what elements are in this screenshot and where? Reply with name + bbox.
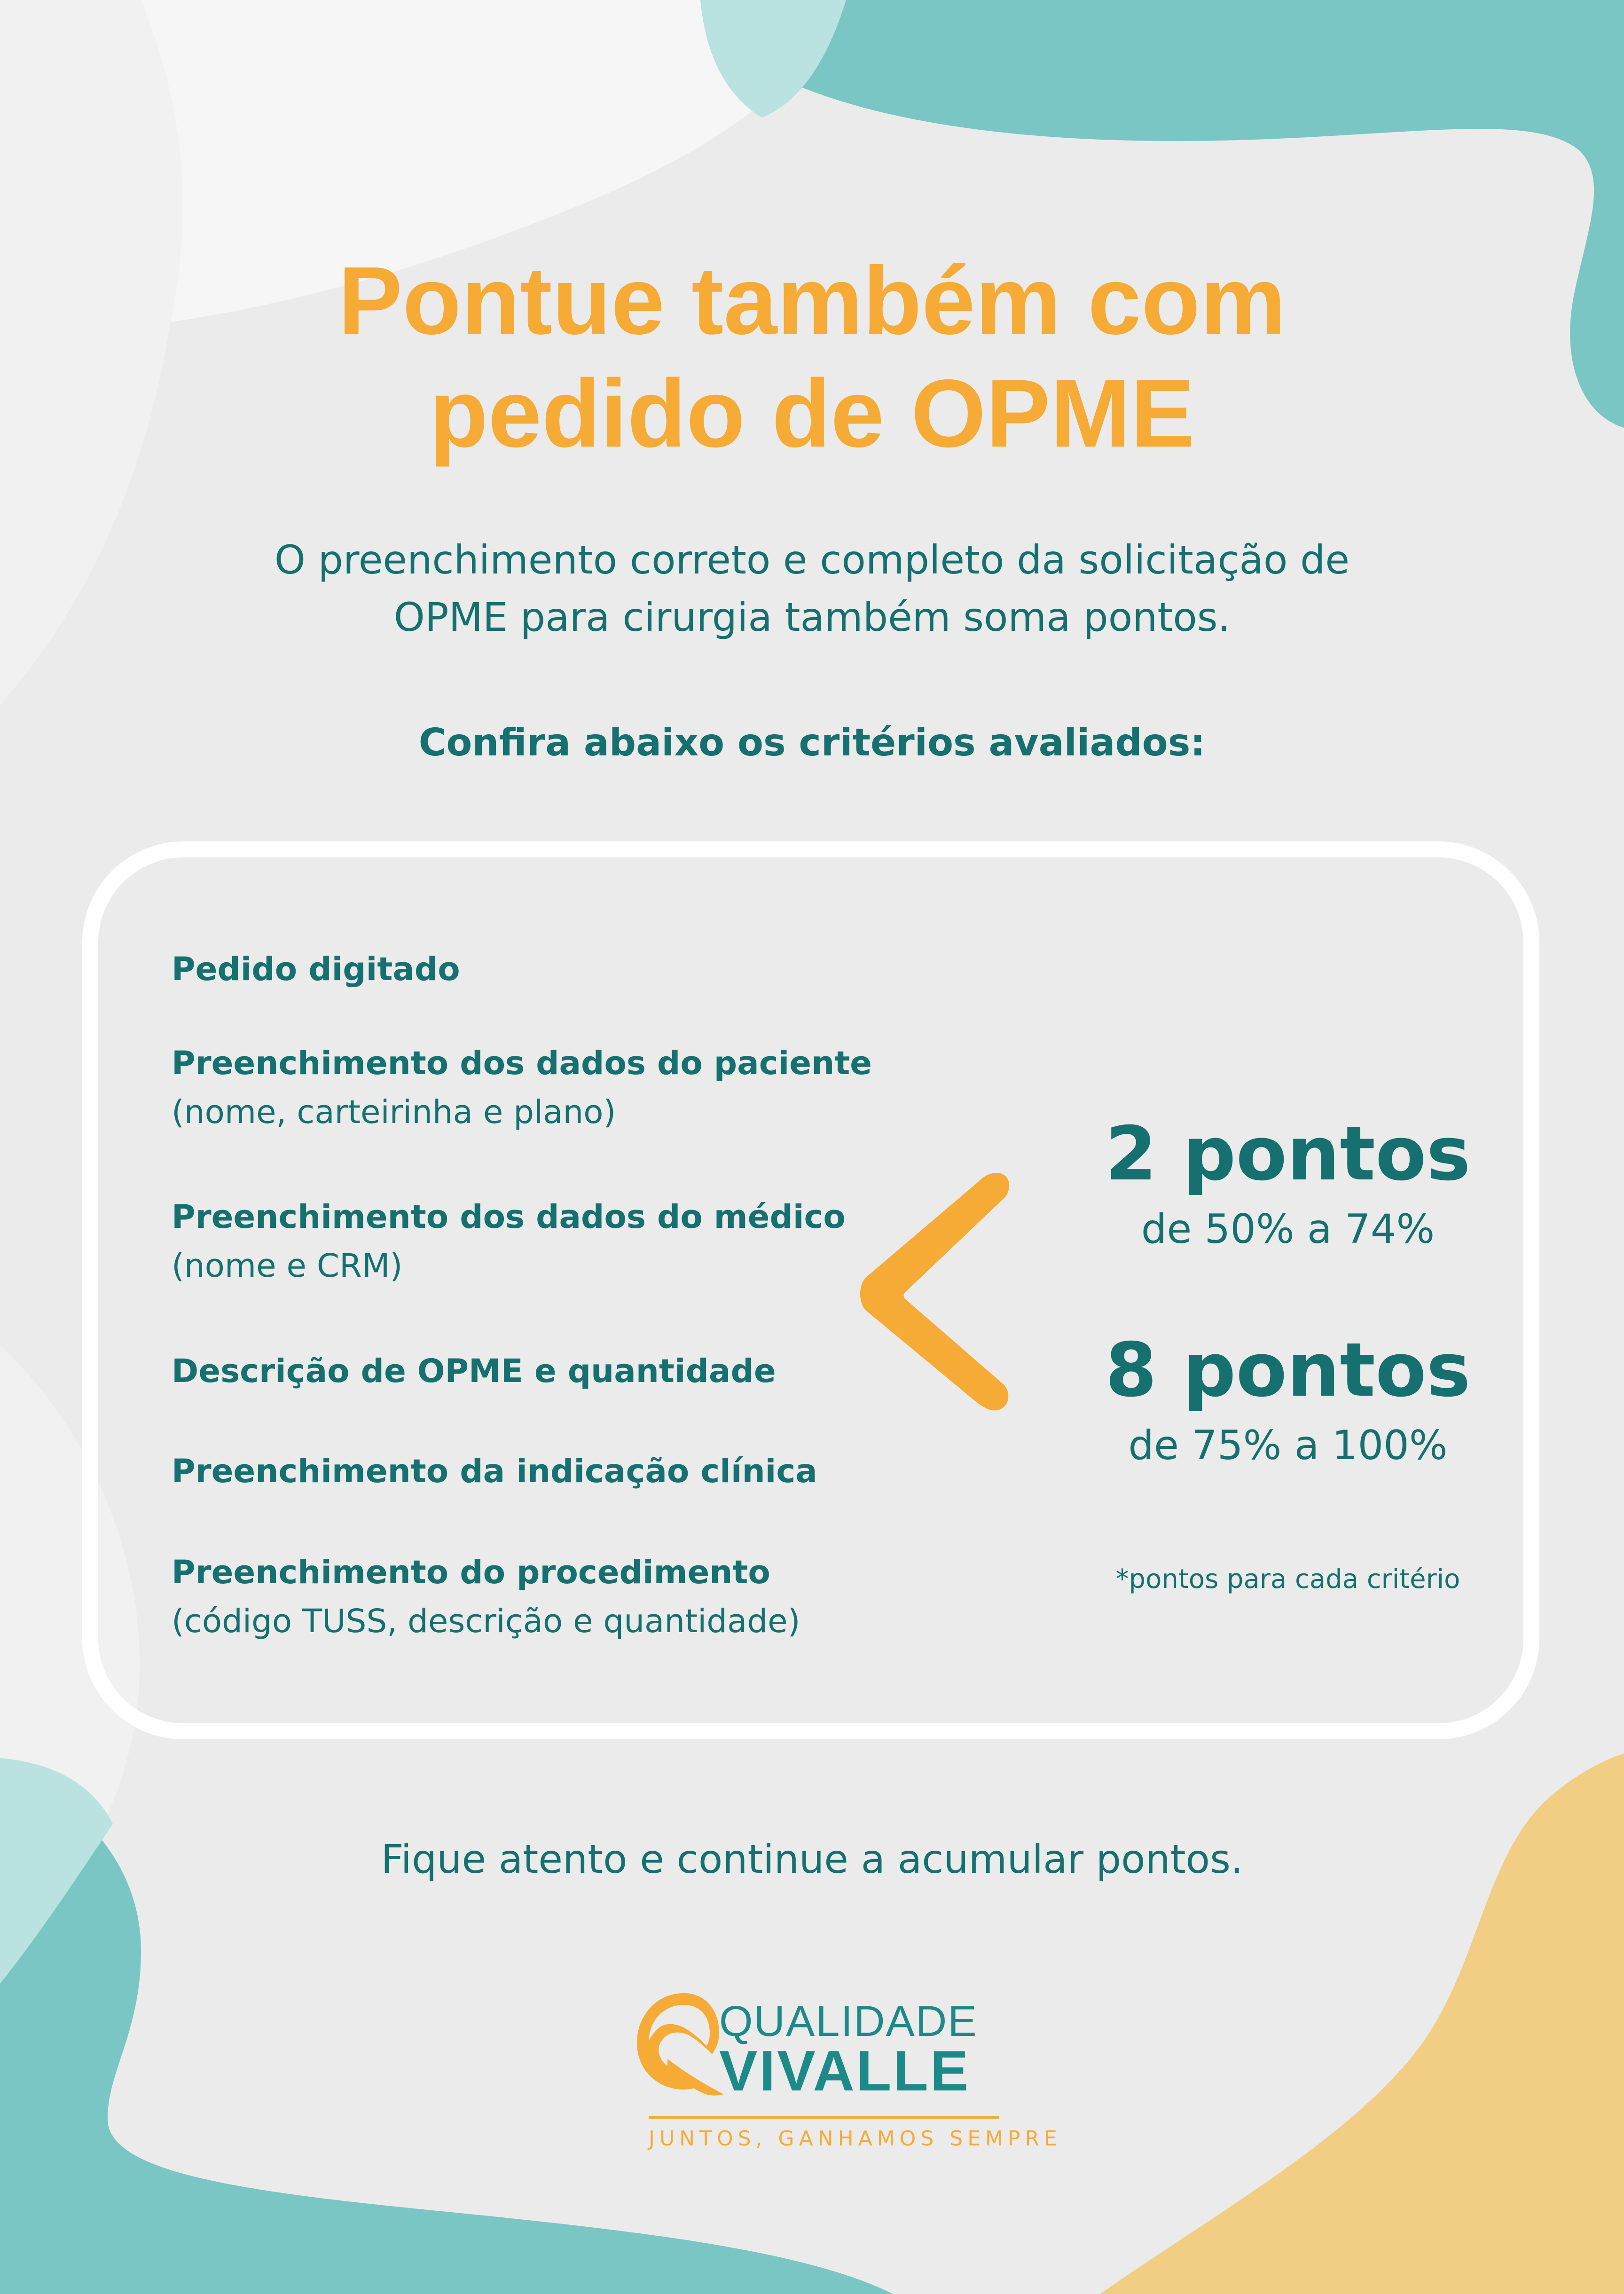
intro-line-1: O preenchimento correto e completo da solicitação de	[274, 537, 1350, 583]
criterion-name: Preenchimento da indicação clínica	[172, 1453, 817, 1490]
score-tier	[1053, 1326, 1523, 1476]
criterion-detail: (nome, carteirinha e plano)	[172, 1093, 616, 1131]
criterion-name: Preenchimento do procedimento	[172, 1554, 770, 1591]
criterion-detail: (nome e CRM)	[172, 1247, 403, 1285]
logo-divider	[649, 2116, 999, 2119]
score-points: 8 pontos	[1105, 1327, 1471, 1414]
criterion-item	[172, 1193, 877, 1290]
scoring-note: *pontos para cada critério	[1115, 1564, 1460, 1595]
criterion-name: Pedido digitado	[172, 951, 460, 988]
intro-line-2: OPME para cirurgia também soma pontos.	[393, 594, 1231, 640]
intro-text	[0, 531, 1624, 646]
logo-tagline: JUNTOS, GANHAMOS SEMPRE	[649, 2127, 1062, 2151]
criterion-name: Preenchimento dos dados do médico	[172, 1198, 846, 1236]
chevron-left-icon	[855, 1171, 1011, 1415]
criterion-item	[172, 1447, 877, 1496]
score-range: de 75% a 100%	[1128, 1422, 1448, 1469]
criterion-name: Descrição de OPME e quantidade	[172, 1352, 776, 1390]
criterion-item	[172, 1347, 877, 1396]
criterion-item	[172, 1039, 877, 1137]
score-range: de 50% a 74%	[1141, 1206, 1435, 1253]
footer-message: Fique atento e continue a acumular pontos.	[381, 1836, 1243, 1882]
page-title	[0, 244, 1624, 470]
criteria-subheading: Confira abaixo os critérios avaliados:	[418, 721, 1206, 764]
score-points: 2 pontos	[1105, 1111, 1471, 1197]
title-line-2: pedido de OPME	[429, 360, 1195, 467]
logo-line-1: QUALIDADE	[719, 1997, 978, 2045]
title-line-1: Pontue também com	[338, 247, 1286, 354]
criterion-detail: (código TUSS, descrição e quantidade)	[172, 1603, 800, 1640]
score-tier	[1053, 1109, 1523, 1260]
qualidade-vivalle-logo	[630, 1984, 1062, 2162]
criterion-item	[172, 1548, 877, 1646]
logo-line-2: VIVALLE	[719, 2039, 971, 2103]
criterion-item	[172, 945, 877, 994]
criterion-name: Preenchimento dos dados do paciente	[172, 1045, 872, 1082]
